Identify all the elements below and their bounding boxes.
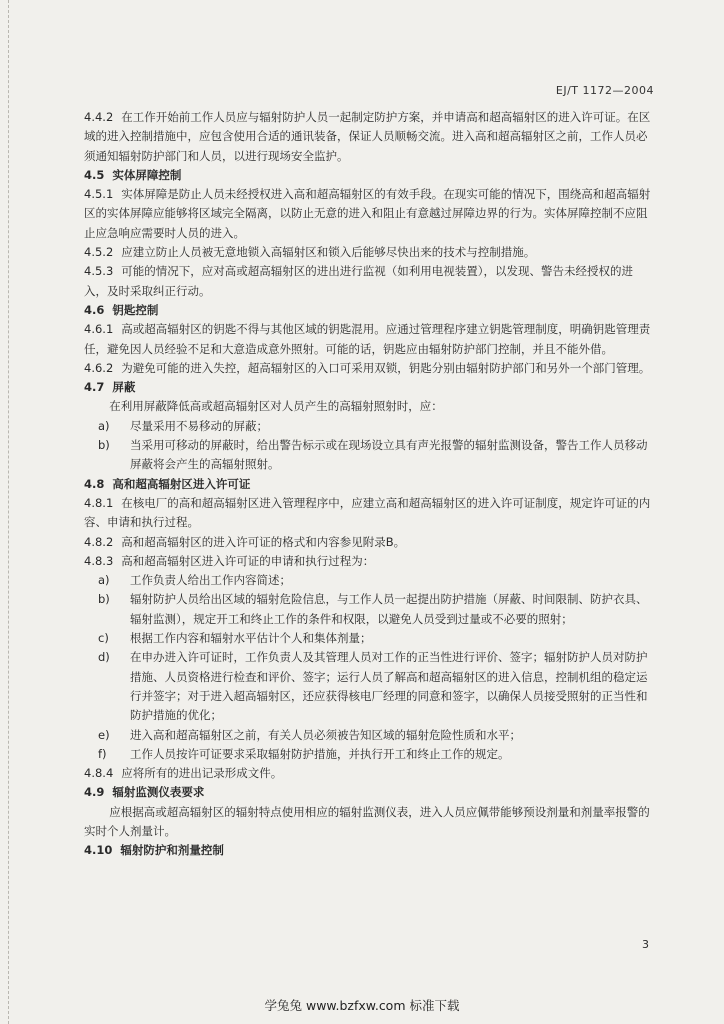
list-item	[84, 417, 652, 436]
body-paragraph: 在利用屏蔽降低高或超高辐射区对人员产生的高辐射照射时，应：	[109, 399, 443, 414]
section-title: 屏蔽	[112, 380, 136, 395]
clause-text: 应建立防止人员被无意地锁入高辐射区和锁入后能够尽快出来的技术与控制措施。	[121, 245, 536, 260]
footer-watermark: 学兔兔 www.bzfxw.com 标准下载	[264, 998, 460, 1013]
list-item-label: c)	[98, 631, 109, 646]
clause-number: 4.8.4	[84, 766, 114, 781]
list-item	[84, 726, 652, 745]
clause-paragraph	[84, 552, 652, 571]
list-item-label: d)	[98, 650, 110, 665]
clause-text: 高和超高辐射区的进入许可证的格式和内容参见附录B。	[121, 534, 406, 549]
clause-text: 高和超高辐射区进入许可证的申请和执行过程为：	[121, 553, 375, 568]
list-item-label: b)	[98, 592, 110, 607]
section-heading	[84, 475, 652, 494]
list-item-label: a)	[98, 418, 110, 433]
clause-paragraph	[84, 320, 652, 359]
clause-text: 在工作开始前工作人员应与辐射防护人员一起制定防护方案，并申请高和超高辐射区的进入许可证。在区域的进入控制措施中，应包含使用合适的通讯装备，保证人员顺畅交流。进入高和超高辐射区之前，工作人员必须通知辐射防护部门和人员，以进行现场安全监护。	[84, 110, 651, 163]
list-item-text: 进入高和超高辐射区之前，有关人员必须被告知区域的辐射危险性质和水平；	[130, 727, 521, 742]
clause-paragraph	[84, 262, 652, 301]
list-item-text: 根据工作内容和辐射水平估计个人和集体剂量；	[130, 631, 372, 646]
list-item-label: f)	[98, 746, 107, 761]
list-item	[84, 648, 652, 725]
clause-text: 应将所有的进出记录形成文件。	[121, 766, 283, 781]
section-title: 高和超高辐射区进入许可证	[112, 476, 251, 491]
section-title: 辐射防护和剂量控制	[120, 843, 224, 858]
section-heading	[84, 301, 652, 320]
section-title: 实体屏障控制	[112, 167, 182, 182]
clause-paragraph	[84, 185, 652, 243]
body-paragraph: 应根据高或超高辐射区的辐射特点使用相应的辐射监测仪表，进入人员应佩带能够预设剂量和剂量率报警的实时个人剂量计。	[84, 804, 650, 838]
clause-number: 4.6.2	[84, 360, 114, 375]
list-item-text: 辐射防护人员给出区域的辐射危险信息，与工作人员一起提出防护措施（屏蔽、时间限制、防护衣具、辐射监测），规定开工和终止工作的条件和权限，以避免人员受到过量或不必要的照射；	[130, 592, 648, 626]
clause-text: 可能的情况下，应对高或超高辐射区的进出进行监视（如利用电视装置），以发现、警告未经授权的进入，及时采取纠正行动。	[84, 264, 634, 298]
clause-paragraph	[84, 108, 652, 166]
list-item	[84, 436, 652, 475]
list-item	[84, 590, 652, 629]
clause-number: 4.5.3	[84, 264, 114, 279]
page-number: 3	[642, 938, 649, 951]
clause-number: 4.4.2	[84, 110, 114, 124]
clause-text: 为避免可能的进入失控，超高辐射区的入口可采用双锁，钥匙分别由辐射防护部门和另外一个部门管理。	[121, 360, 651, 375]
clause-text: 在核电厂的高和超高辐射区进入管理程序中，应建立高和超高辐射区的进入许可证制度，规定许可证的内容、申请和执行过程。	[84, 495, 651, 530]
list-item-label: e)	[98, 727, 110, 742]
clause-paragraph	[84, 243, 652, 262]
section-title: 钥匙控制	[112, 302, 159, 317]
clause-text: 实体屏障是防止人员未经授权进入高和超高辐射区的有效手段。在现实可能的情况下，围绕高和超高辐射区的实体屏障应能够将区域完全隔离，以防止无意的进入和阻止有意越过屏障边界的行为。实体屏障控制不应阻止应急响应需要时人员的进入。	[84, 187, 651, 240]
clause-paragraph	[84, 494, 652, 533]
clause-number: 4.5.2	[84, 245, 114, 260]
clause-number: 4.8.3	[84, 553, 114, 568]
section-heading	[84, 841, 652, 860]
section-heading	[84, 783, 652, 802]
clause-text: 高或超高辐射区的钥匙不得与其他区域的钥匙混用。应通过管理程序建立钥匙管理制度，明确钥匙管理责任，避免因人员经验不足和大意造成意外照射。可能的话，钥匙应由辐射防护部门控制，并且不能外借。	[84, 322, 651, 356]
section-title: 辐射监测仪表要求	[112, 785, 205, 800]
clause-number: 4.8.1	[84, 495, 114, 510]
section-number: 4.9	[84, 785, 105, 800]
document-body	[84, 108, 652, 861]
clause-number: 4.8.2	[84, 534, 114, 549]
section-number: 4.7	[84, 380, 105, 395]
section-number: 4.5	[84, 167, 105, 182]
section-heading	[84, 378, 652, 397]
section-number: 4.6	[84, 302, 105, 317]
list-item	[84, 571, 652, 590]
clause-paragraph	[84, 533, 652, 552]
clause-number: 4.5.1	[84, 187, 114, 202]
list-item	[84, 745, 652, 764]
section-number: 4.10	[84, 843, 113, 858]
clause-number: 4.6.1	[84, 322, 114, 337]
list-item-text: 在申办进入许可证时，工作负责人及其管理人员对工作的正当性进行评价、签字；辐射防护人员对防护措施、人员资格进行检查和评价、签字；运行人员了解高和超高辐射区的进入信息，控制机组的稳定运行并签字；对于进入超高辐射区，还应获得核电厂经理的同意和签字，以确保人员接受照射的正当性和防护措施的优化；	[130, 650, 648, 723]
list-item-label: b)	[98, 438, 110, 453]
list-item	[84, 629, 652, 648]
list-item-label: a)	[98, 573, 110, 588]
binding-line	[8, 0, 10, 1024]
section-number: 4.8	[84, 476, 105, 491]
section-heading	[84, 166, 652, 185]
list-item-text: 尽量采用不易移动的屏蔽；	[130, 418, 268, 433]
clause-paragraph	[84, 764, 652, 783]
standard-code: EJ/T 1172—2004	[555, 84, 654, 97]
clause-paragraph	[84, 359, 652, 378]
list-item-text: 工作负责人给出工作内容简述；	[130, 573, 291, 588]
list-item-text: 当采用可移动的屏蔽时，给出警告标示或在现场设立具有声光报警的辐射监测设备，警告工作人员移动屏蔽将会产生的高辐射照射。	[130, 438, 648, 472]
list-item-text: 工作人员按许可证要求采取辐射防护措施，并执行开工和终止工作的规定。	[130, 746, 510, 761]
